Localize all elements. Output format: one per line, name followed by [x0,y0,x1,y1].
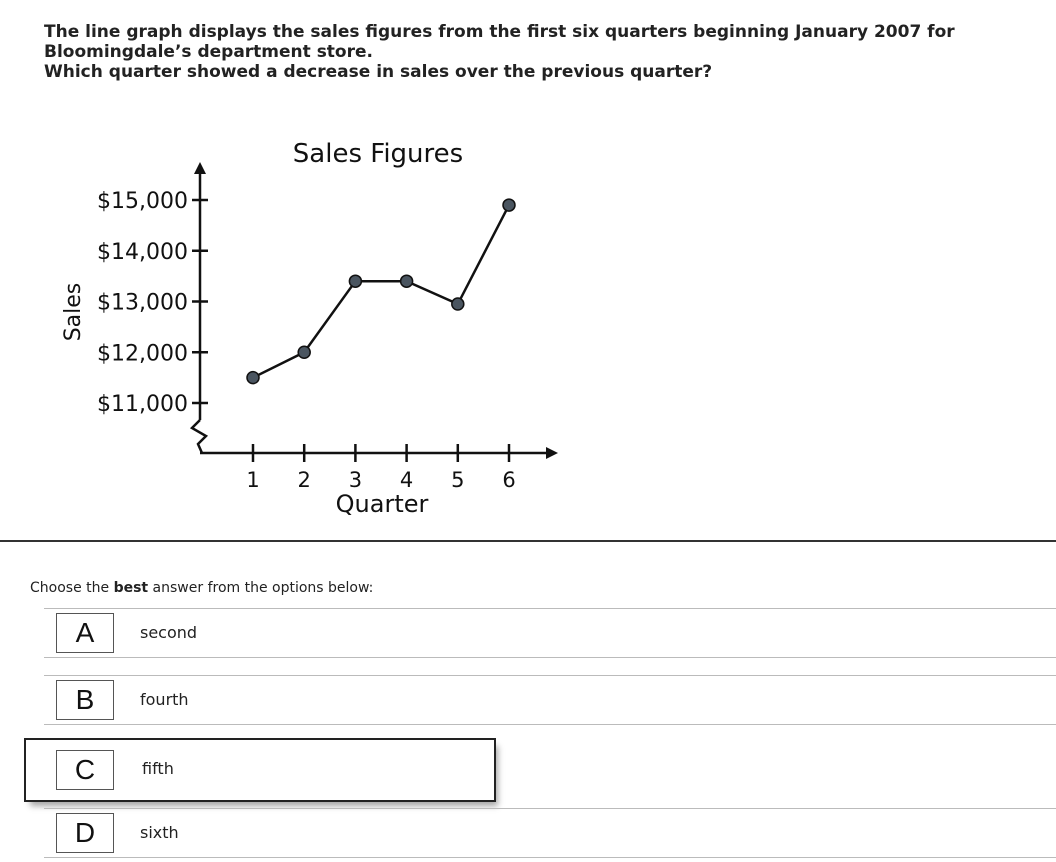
prompt-prefix: Choose the [30,580,114,596]
option-a-letter: A [56,613,114,653]
question-line-3: Which quarter showed a decrease in sales over the previous quarter? [44,62,713,82]
x-axis-arrow [546,447,558,459]
option-d-letter: D [56,813,114,853]
y-tick-label: $15,000 [97,189,188,214]
option-d-text: sixth [140,823,179,842]
x-tick-label: 6 [502,468,516,492]
x-axis-label: Quarter [335,490,429,518]
option-d[interactable] [44,808,1056,858]
y-axis-label: Sales [61,282,86,342]
option-c-letter: C [56,750,114,790]
chart-title: Sales Figures [292,139,464,169]
y-tick-label: $12,000 [97,341,188,367]
option-a[interactable] [44,608,1056,658]
axis-break [192,420,206,453]
answer-prompt [30,580,373,596]
option-b-letter: B [56,680,114,720]
option-c-text: fifth [142,759,174,778]
data-point [401,275,413,287]
x-tick-label: 5 [451,468,465,492]
x-tick-label: 3 [348,468,363,492]
option-c[interactable] [26,740,494,800]
prompt-suffix: answer from the options below: [148,580,374,596]
x-tick-label: 1 [246,468,260,492]
x-tick-label: 2 [297,468,311,492]
data-point [298,346,310,358]
question-line-2: Bloomingdale’s department store. [44,42,373,62]
y-tick-label: $11,000 [97,392,188,417]
option-b[interactable] [44,675,1056,725]
y-tick-label: $13,000 [97,290,188,316]
question-line-1: The line graph displays the sales figures from the first six quarters beginning January 2007 for [44,22,955,42]
option-a-text: second [140,623,198,642]
option-b-text: fourth [140,690,189,709]
x-tick-label: 4 [399,468,414,492]
y-tick-label: $14,000 [97,239,188,265]
data-point [503,199,515,211]
data-point [452,298,464,310]
prompt-bold: best [113,580,149,596]
y-axis-arrow [194,162,206,174]
data-point [247,372,259,384]
data-point [349,275,361,287]
series-line [253,205,509,378]
